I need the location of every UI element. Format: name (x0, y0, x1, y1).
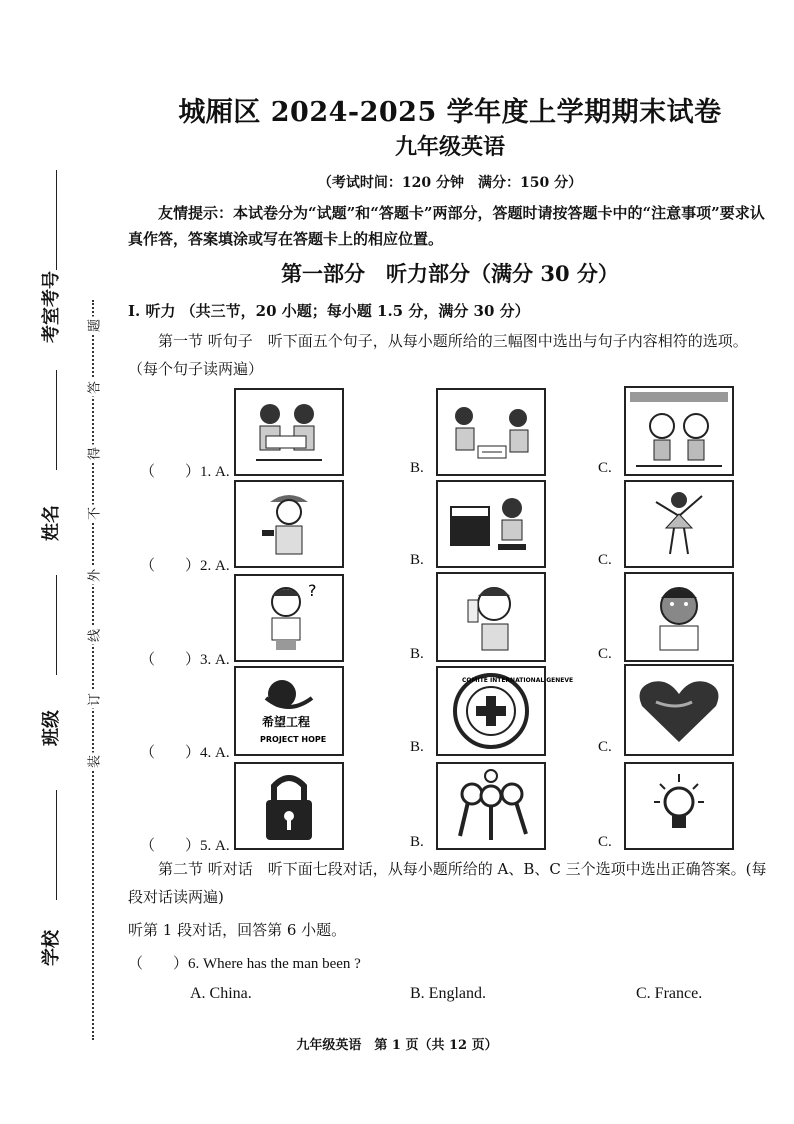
seal-char: 不 (84, 505, 103, 523)
light-bulb-icon (624, 762, 734, 850)
field-line-name (56, 370, 57, 470)
option-letter: B. (410, 739, 424, 755)
question-number: （ ）2. A. (140, 558, 230, 574)
seal-char: 题 (84, 317, 103, 335)
dancer-icon (624, 480, 734, 568)
field-line-exam-room (56, 170, 57, 270)
padlock-icon (234, 762, 344, 850)
field-exam-room: 考室考号 (41, 271, 62, 343)
option-letter: C. (598, 552, 612, 568)
answer-option-b: B. England. (410, 985, 486, 1002)
option-letter: C. (598, 460, 612, 476)
field-school: 学校 (41, 930, 62, 966)
field-name: 姓名 (41, 505, 62, 541)
page-footer: 九年级英语 第 1 页（共 12 页） (296, 1038, 498, 1053)
field-class: 班级 (41, 710, 62, 746)
exam-info: （考试时间：120 分钟 满分：150 分） (317, 175, 583, 191)
whisper-boy-icon (436, 572, 546, 662)
question-number: （ ）4. A. (140, 745, 230, 761)
confused-boy-icon (234, 574, 344, 662)
question-number: （ ）5. A. (140, 838, 230, 854)
field-line-school (56, 790, 57, 900)
piano-player-icon (436, 480, 546, 568)
svg-text:希望工程: 希望工程 (262, 715, 311, 729)
answer-option-c: C. France. (636, 985, 703, 1002)
field-line-class (56, 575, 57, 675)
answer-option-a: A. China. (190, 985, 252, 1002)
red-cross-icon (436, 666, 574, 756)
painted-face-boy-icon (624, 572, 734, 662)
exam-subtitle: 九年级英语 (394, 134, 505, 160)
kids-reading-icon (234, 388, 344, 476)
project-hope-logo-icon (234, 666, 344, 756)
part-title: 第一部分 听力部分（满分 30 分） (281, 261, 619, 286)
option-letter: C. (598, 646, 612, 662)
option-letter: B. (410, 834, 424, 850)
seal-char: 答 (84, 379, 103, 397)
section-head: I. 听力 （共三节，20 小题；每小题 1.5 分，满分 30 分） (128, 302, 530, 320)
dialog-intro: 听第 1 段对话，回答第 6 小题。 (128, 921, 347, 939)
option-letter: B. (410, 460, 424, 476)
seal-char: 订 (84, 691, 103, 709)
seal-char: 线 (84, 627, 103, 645)
question-number: （ ）1. A. (140, 464, 230, 480)
kids-chess-icon (436, 388, 546, 476)
option-letter: C. (598, 834, 612, 850)
seal-char: 外 (84, 567, 103, 585)
option-letter: B. (410, 552, 424, 568)
section1-instructions: 第一节 听句子 听下面五个句子，从每小题所给的三幅图中选出与句子内容相符的选项。（每个句子读两遍） (128, 332, 748, 378)
exam-title: 城厢区 2024-2025 学年度上学期期末试卷 (178, 97, 722, 128)
question-6: （ ）6. Where has the man been ? (128, 956, 361, 972)
seal-char: 得 (84, 445, 103, 463)
keys-icon (436, 762, 546, 850)
worker-icon (234, 480, 344, 568)
kids-waving-icon (624, 386, 734, 476)
binding-dotted-line (92, 300, 94, 1040)
project-hope-text: PROJECT HOPE (260, 735, 327, 744)
option-letter: B. (410, 646, 424, 662)
heart-hands-icon (624, 664, 734, 756)
section2-instructions: 第二节 听对话 听下面七段对话，从每小题所给的 A、B、C 三个选项中选出正确答案。(每段对话读两遍) (128, 860, 767, 906)
question-number: （ ）3. A. (140, 652, 230, 668)
seal-char: 装 (84, 753, 103, 771)
friendly-tip: 友情提示：本试卷分为“试题”和“答题卡”两部分，答题时请按答题卡中的“注意事项”要求认真作答，答案填涂或写在答题卡上的相应位置。 (128, 204, 765, 248)
svg-text:?: ? (308, 581, 317, 600)
red-cross-text: COMITE INTERNATIONAL GENEVE (462, 677, 574, 684)
option-letter: C. (598, 739, 612, 755)
